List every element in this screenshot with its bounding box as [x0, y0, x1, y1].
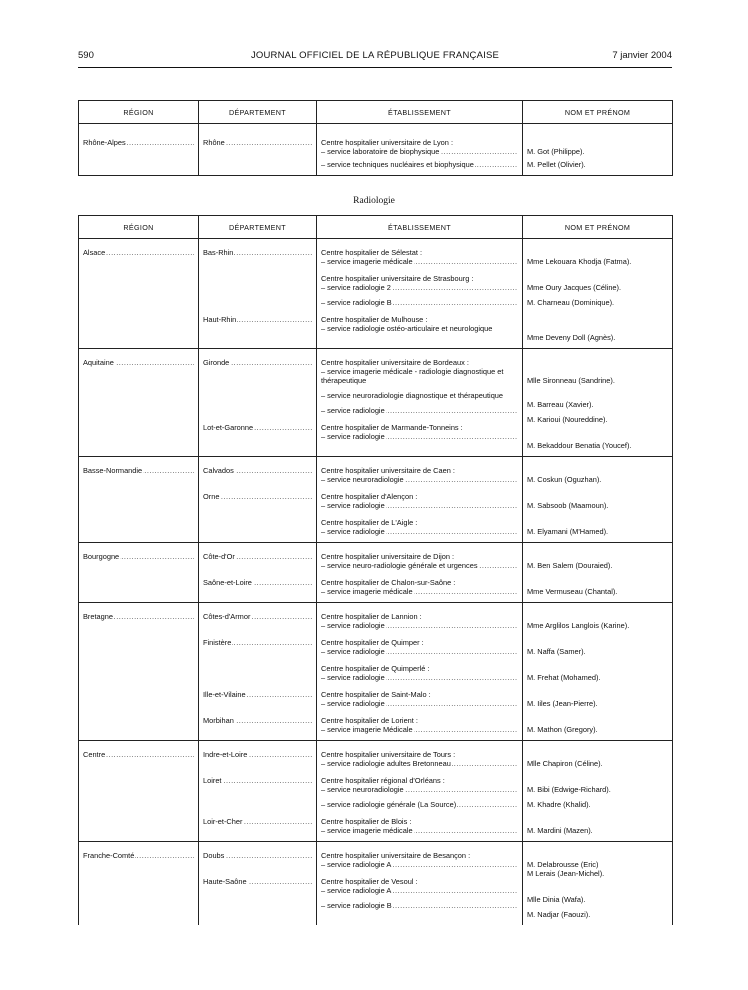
establishment	[321, 492, 518, 510]
dept-noms	[527, 716, 668, 734]
service-item: – service radiologie	[321, 621, 385, 630]
section-title: Radiologie	[353, 196, 395, 206]
establishment-names	[527, 664, 668, 682]
col-header-etablissement: ÉTABLISSEMENT	[317, 216, 523, 239]
dept-block	[203, 877, 312, 886]
establishment	[321, 578, 518, 596]
dept-cell: Bas-Rhin	[203, 248, 234, 257]
service-line	[321, 501, 518, 510]
establishment-names	[527, 552, 668, 570]
spacer	[527, 274, 668, 283]
person-name: Mlle Dinia (Wafa).	[527, 895, 586, 904]
dept-line	[203, 776, 312, 785]
spacer	[527, 638, 668, 647]
person-name: M. Iiles (Jean-Pierre).	[527, 699, 598, 708]
spacer	[527, 817, 668, 826]
region-cell: Centre	[83, 750, 106, 759]
service-item: – service neuro-radiologie générale et urgences	[321, 561, 478, 570]
col-header-nom: NOM ET PRÉNOM	[523, 101, 673, 124]
dept-etabs	[321, 492, 518, 536]
service-item: – service radiologie	[321, 406, 385, 415]
establishment-names	[527, 638, 668, 656]
service-item: – service radiologie	[321, 527, 385, 536]
col-header-departement: DÉPARTEMENT	[199, 216, 317, 239]
service-line	[321, 283, 518, 292]
dept-line	[203, 248, 312, 257]
spacer	[527, 552, 668, 561]
dept-block	[203, 358, 312, 367]
etab-name: Centre hospitalier universitaire de Tours :	[321, 750, 456, 759]
establishment-names	[527, 578, 668, 596]
dept-etabs	[321, 851, 518, 869]
table-radiologie	[78, 215, 673, 925]
dept-cell: Lot-et-Garonne	[203, 423, 254, 432]
service-item: – service imagerie Médicale	[321, 725, 413, 734]
dept-noms	[527, 466, 668, 484]
person-name: M. Mathon (Gregory).	[527, 725, 598, 734]
person-name: M. Khadre (Khalid).	[527, 800, 591, 809]
service-item: – service laboratoire de biophysique	[321, 147, 440, 156]
etab-name: Centre hospitalier de Quimperlé :	[321, 664, 430, 673]
etab-name: Centre hospitalier de Blois :	[321, 817, 412, 826]
establishment-names	[527, 690, 668, 708]
dept-block	[203, 578, 312, 587]
spacer	[527, 851, 668, 860]
col-header-departement: DÉPARTEMENT	[199, 101, 317, 124]
service-line	[321, 367, 518, 385]
dept-cell: Saône-et-Loire	[203, 578, 252, 587]
dept-line	[203, 716, 312, 725]
dept-etabs	[321, 612, 518, 630]
spacer	[527, 518, 668, 527]
dept-cell: Indre-et-Loire	[203, 750, 248, 759]
establishment	[321, 750, 518, 768]
person-name: Mme Lekouara Khodja (Fatma).	[527, 257, 632, 266]
establishment	[321, 776, 518, 809]
dept-line	[203, 690, 312, 699]
service-line	[321, 527, 518, 536]
establishment	[321, 423, 518, 441]
person-name: Mlle Chapiron (Céline).	[527, 759, 603, 768]
service-item: – service imagerie médicale	[321, 257, 413, 266]
establishment-names	[527, 492, 668, 510]
table-row	[79, 239, 673, 349]
issue-date: 7 janvier 2004	[612, 50, 672, 61]
region-line	[83, 552, 194, 561]
table-row	[79, 842, 673, 926]
dept-noms	[527, 552, 668, 570]
service-item: – service radiologie	[321, 673, 385, 682]
dept-noms	[527, 315, 668, 342]
region-cell: Bretagne	[83, 612, 113, 621]
dept-noms	[527, 886, 668, 919]
spacer	[527, 315, 668, 324]
dept-noms	[527, 690, 668, 708]
table-row	[79, 349, 673, 457]
service-line	[321, 257, 518, 266]
etab-name: Centre hospitalier de Saint-Malo :	[321, 690, 431, 699]
service-item: – service radiologie	[321, 699, 385, 708]
dept-cell: Loir-et-Cher	[203, 817, 243, 826]
etab-name: Centre hospitalier de Marmande-Tonneins :	[321, 423, 463, 432]
dept-cell: Haut-Rhin	[203, 315, 237, 324]
establishment	[321, 664, 518, 682]
service-line	[321, 475, 518, 484]
dept-etabs	[321, 248, 518, 307]
establishment-names	[527, 248, 668, 266]
service-item: – service radiologie ostéo-articulaire et neurologique	[321, 324, 493, 333]
region-line	[83, 466, 194, 475]
page-number: 590	[78, 50, 94, 61]
service-line	[321, 432, 518, 441]
establishment-names	[527, 817, 668, 835]
dept-cell: Côtes-d'Armor	[203, 612, 251, 621]
service-line	[321, 886, 518, 895]
person-name: M. Got (Philippe).	[527, 147, 585, 156]
dept-etabs	[321, 638, 518, 682]
dept-line	[203, 466, 312, 475]
establishment	[321, 716, 518, 734]
service-item: – service neuroradiologie	[321, 785, 404, 794]
person-name: Mme Arglilos Langlois (Karine).	[527, 621, 630, 630]
dept-etabs	[321, 315, 518, 333]
establishment	[321, 638, 518, 656]
dept-etabs	[321, 690, 518, 708]
person-name: M. Pellet (Olivier).	[527, 160, 586, 169]
etab-name: Centre hospitalier universitaire de Bordeaux :	[321, 358, 469, 367]
table-row	[79, 457, 673, 543]
service-line	[321, 673, 518, 682]
region-cell: Franche-Comté	[83, 851, 135, 860]
service-line	[321, 725, 518, 734]
dept-line	[203, 851, 312, 860]
establishment	[321, 877, 518, 910]
etab-name: Centre hospitalier universitaire de Besançon :	[321, 851, 471, 860]
region-cell: Basse-Normandie	[83, 466, 143, 475]
spacer	[527, 612, 668, 621]
service-line	[321, 561, 518, 570]
dept-cell: Finistère	[203, 638, 232, 647]
service-line	[321, 391, 518, 400]
dept-etabs	[321, 578, 518, 596]
col-header-nom: NOM ET PRÉNOM	[523, 216, 673, 239]
etab-name: Centre hospitalier de Vesoul :	[321, 877, 418, 886]
dept-noms	[527, 432, 668, 450]
dept-block	[203, 638, 312, 647]
table-row	[79, 543, 673, 603]
etab-name: Centre hospitalier universitaire de Strasbourg :	[321, 274, 474, 283]
dept-line	[203, 492, 312, 501]
etab-name: Centre hospitalier de Lorient :	[321, 716, 418, 725]
service-line	[321, 901, 518, 910]
dept-noms	[527, 817, 668, 835]
establishment-names	[527, 612, 668, 630]
service-line	[321, 587, 518, 596]
establishment	[321, 248, 518, 266]
person-name: Mme Deveny Doll (Agnès).	[527, 333, 616, 342]
dept-block	[203, 817, 312, 826]
region-cell: Alsace	[83, 248, 106, 257]
service-line	[321, 298, 518, 307]
spacer	[527, 248, 668, 257]
dept-line	[203, 817, 312, 826]
person-name: M. Nadjar (Faouzi).	[527, 910, 591, 919]
dept-block	[203, 690, 312, 699]
spacer	[527, 716, 668, 725]
dept-noms	[527, 750, 668, 768]
dept-etabs	[321, 716, 518, 734]
person-name: Mlle Sironneau (Sandrine).	[527, 376, 615, 385]
establishment	[321, 315, 518, 333]
dept-line	[203, 315, 312, 324]
service-line	[321, 785, 518, 794]
person-name: M Lerais (Jean-Michel).	[527, 869, 605, 878]
establishment	[321, 612, 518, 630]
table-top	[78, 100, 673, 176]
dept-cell: Rhône	[203, 138, 225, 147]
region-line	[83, 612, 194, 621]
service-line	[321, 324, 518, 333]
service-item: – service imagerie médicale	[321, 826, 413, 835]
col-header-etablissement: ÉTABLISSEMENT	[317, 101, 523, 124]
establishment	[321, 552, 518, 570]
service-item: – service radiologie A	[321, 886, 392, 895]
dept-etabs	[321, 877, 518, 910]
etab-name: Centre hospitalier d'Alençon :	[321, 492, 418, 501]
dept-cell: Côte-d'Or	[203, 552, 235, 561]
etab-name: Centre hospitalier universitaire de Caen :	[321, 466, 455, 475]
spacer	[527, 690, 668, 699]
region-cell: Aquitaine	[83, 358, 114, 367]
service-item: – service neuroradiologie	[321, 475, 404, 484]
spacer	[527, 466, 668, 475]
service-line	[321, 647, 518, 656]
dept-noms	[527, 358, 668, 424]
dept-cell: Haute-Saône	[203, 877, 247, 886]
service-item: – service imagerie médicale - radiologie diagnostique et thérapeutique	[321, 367, 504, 385]
spacer	[527, 492, 668, 501]
establishment	[321, 518, 518, 536]
etab-name: Centre hospitalier de Lannion :	[321, 612, 422, 621]
dept-etabs	[321, 817, 518, 835]
establishment-names	[527, 716, 668, 734]
service-line	[321, 699, 518, 708]
dept-noms	[527, 612, 668, 630]
establishment	[321, 690, 518, 708]
establishment-names	[527, 274, 668, 307]
service-line	[321, 759, 518, 768]
dept-block	[203, 851, 312, 860]
dept-cell: Ille-et-Vilaine	[203, 690, 246, 699]
service-line	[321, 826, 518, 835]
establishment-names	[527, 750, 668, 768]
spacer	[527, 358, 668, 367]
dept-block	[203, 776, 312, 785]
etab-name: Centre hospitalier de Sélestat :	[321, 248, 423, 257]
dept-block	[203, 552, 312, 561]
person-name: M. Coskun (Oguzhan).	[527, 475, 602, 484]
dept-cell: Gironde	[203, 358, 230, 367]
table-row	[79, 124, 673, 176]
service-line	[321, 621, 518, 630]
service-item: – service radiologie B	[321, 901, 392, 910]
dept-etabs	[321, 776, 518, 809]
dept-noms	[527, 248, 668, 307]
spacer	[527, 664, 668, 673]
person-name: M. Mardini (Mazen).	[527, 826, 593, 835]
header-rule	[78, 67, 672, 68]
service-item: – service radiologie	[321, 432, 385, 441]
person-name: M. Ben Salem (Douraied).	[527, 561, 613, 570]
establishment	[321, 851, 518, 869]
dept-etabs	[321, 552, 518, 570]
region-line	[83, 358, 194, 367]
establishment	[321, 466, 518, 484]
dept-block	[203, 492, 312, 501]
establishment-names	[527, 776, 668, 809]
service-item: – service radiologie	[321, 501, 385, 510]
establishment-names	[527, 466, 668, 484]
dept-line	[203, 358, 312, 367]
page-header	[78, 50, 672, 64]
dept-noms	[527, 492, 668, 536]
col-header-region: RÉGION	[79, 101, 199, 124]
dept-line	[203, 750, 312, 759]
dept-noms	[527, 578, 668, 596]
spacer	[527, 750, 668, 759]
col-header-region: RÉGION	[79, 216, 199, 239]
service-item: – service radiologie A	[321, 860, 392, 869]
etab-name: Centre hospitalier de Mulhouse :	[321, 315, 428, 324]
etab-name: Centre hospitalier de L'Aigle :	[321, 518, 418, 527]
region-line	[83, 750, 194, 759]
dept-line	[203, 423, 312, 432]
dept-line	[203, 552, 312, 561]
establishment	[321, 358, 518, 415]
dept-cell: Orne	[203, 492, 220, 501]
service-item: – service neuroradiologie diagnostique et thérapeutique	[321, 391, 504, 400]
person-name: M. Charneau (Dominique).	[527, 298, 615, 307]
person-name: M. Elyamani (M'Hamed).	[527, 527, 609, 536]
service-line	[321, 800, 518, 809]
dept-cell: Calvados	[203, 466, 234, 475]
service-item: – service imagerie médicale	[321, 587, 413, 596]
region-line	[83, 851, 194, 860]
region-line	[83, 248, 194, 257]
dept-block	[203, 423, 312, 432]
service-line	[321, 860, 518, 869]
establishment-names	[527, 886, 668, 919]
etab-name: Centre hospitalier régional d'Orléans :	[321, 776, 445, 785]
dept-noms	[527, 776, 668, 809]
dept-line	[203, 612, 312, 621]
dept-noms	[527, 638, 668, 682]
service-line	[321, 406, 518, 415]
service-item: – service radiologie B	[321, 298, 392, 307]
spacer	[527, 776, 668, 785]
person-name: M. Barreau (Xavier).	[527, 400, 594, 409]
establishment-names	[527, 432, 668, 450]
dept-etabs	[321, 750, 518, 768]
establishment-names	[527, 851, 668, 878]
dept-block	[203, 248, 312, 257]
person-name: M. Karioui (Noureddine).	[527, 415, 608, 424]
person-name: Mme Oury Jacques (Céline).	[527, 283, 622, 292]
dept-cell: Doubs	[203, 851, 225, 860]
spacer	[527, 578, 668, 587]
person-name: M. Frehat (Mohamed).	[527, 673, 601, 682]
establishment-names	[527, 315, 668, 342]
table-row	[79, 603, 673, 741]
person-name: M. Bekaddour Benatia (Youcef).	[527, 441, 632, 450]
dept-etabs	[321, 358, 518, 415]
establishment	[321, 274, 518, 307]
person-name: Mme Vermuseau (Chantal).	[527, 587, 618, 596]
region-cell: Bourgogne	[83, 552, 120, 561]
person-name: M. Bibi (Edwige-Richard).	[527, 785, 611, 794]
spacer	[527, 432, 668, 441]
dept-cell: Loiret	[203, 776, 222, 785]
etab-name: Centre hospitalier universitaire de Dijon :	[321, 552, 455, 561]
journal-title: JOURNAL OFFICIEL DE LA RÉPUBLIQUE FRANÇAISE	[250, 50, 500, 61]
dept-cell: Morbihan	[203, 716, 234, 725]
etab-name: Centre hospitalier de Chalon-sur-Saône :	[321, 578, 456, 587]
dept-etabs	[321, 423, 518, 441]
etab-name: Centre hospitalier universitaire de Lyon :	[321, 138, 454, 147]
service-item: – service radiologie 2	[321, 283, 391, 292]
etab-name: Centre hospitalier de Quimper :	[321, 638, 424, 647]
person-name: M. Sabsoob (Maamoun).	[527, 501, 609, 510]
establishment	[321, 817, 518, 835]
spacer	[527, 886, 668, 895]
service-item: – service techniques nucléaires et biophysique	[321, 160, 474, 169]
dept-block	[203, 750, 312, 759]
person-name: M. Delabrousse (Eric)	[527, 860, 599, 869]
dept-noms	[527, 851, 668, 878]
dept-block	[203, 612, 312, 621]
dept-block	[203, 716, 312, 725]
establishment-names	[527, 358, 668, 424]
dept-line	[203, 578, 312, 587]
region-cell: Rhône-Alpes	[83, 138, 126, 147]
service-item: – service radiologie adultes Bretonneau	[321, 759, 451, 768]
table-row	[79, 741, 673, 842]
dept-etabs	[321, 466, 518, 484]
dept-line	[203, 877, 312, 886]
person-name: M. Naffa (Samer).	[527, 647, 586, 656]
establishment-names	[527, 518, 668, 536]
dept-block	[203, 315, 312, 324]
dept-line	[203, 638, 312, 647]
service-item: – service radiologie	[321, 647, 385, 656]
service-item: – service radiologie générale (La Source)	[321, 800, 457, 809]
dept-block	[203, 466, 312, 475]
